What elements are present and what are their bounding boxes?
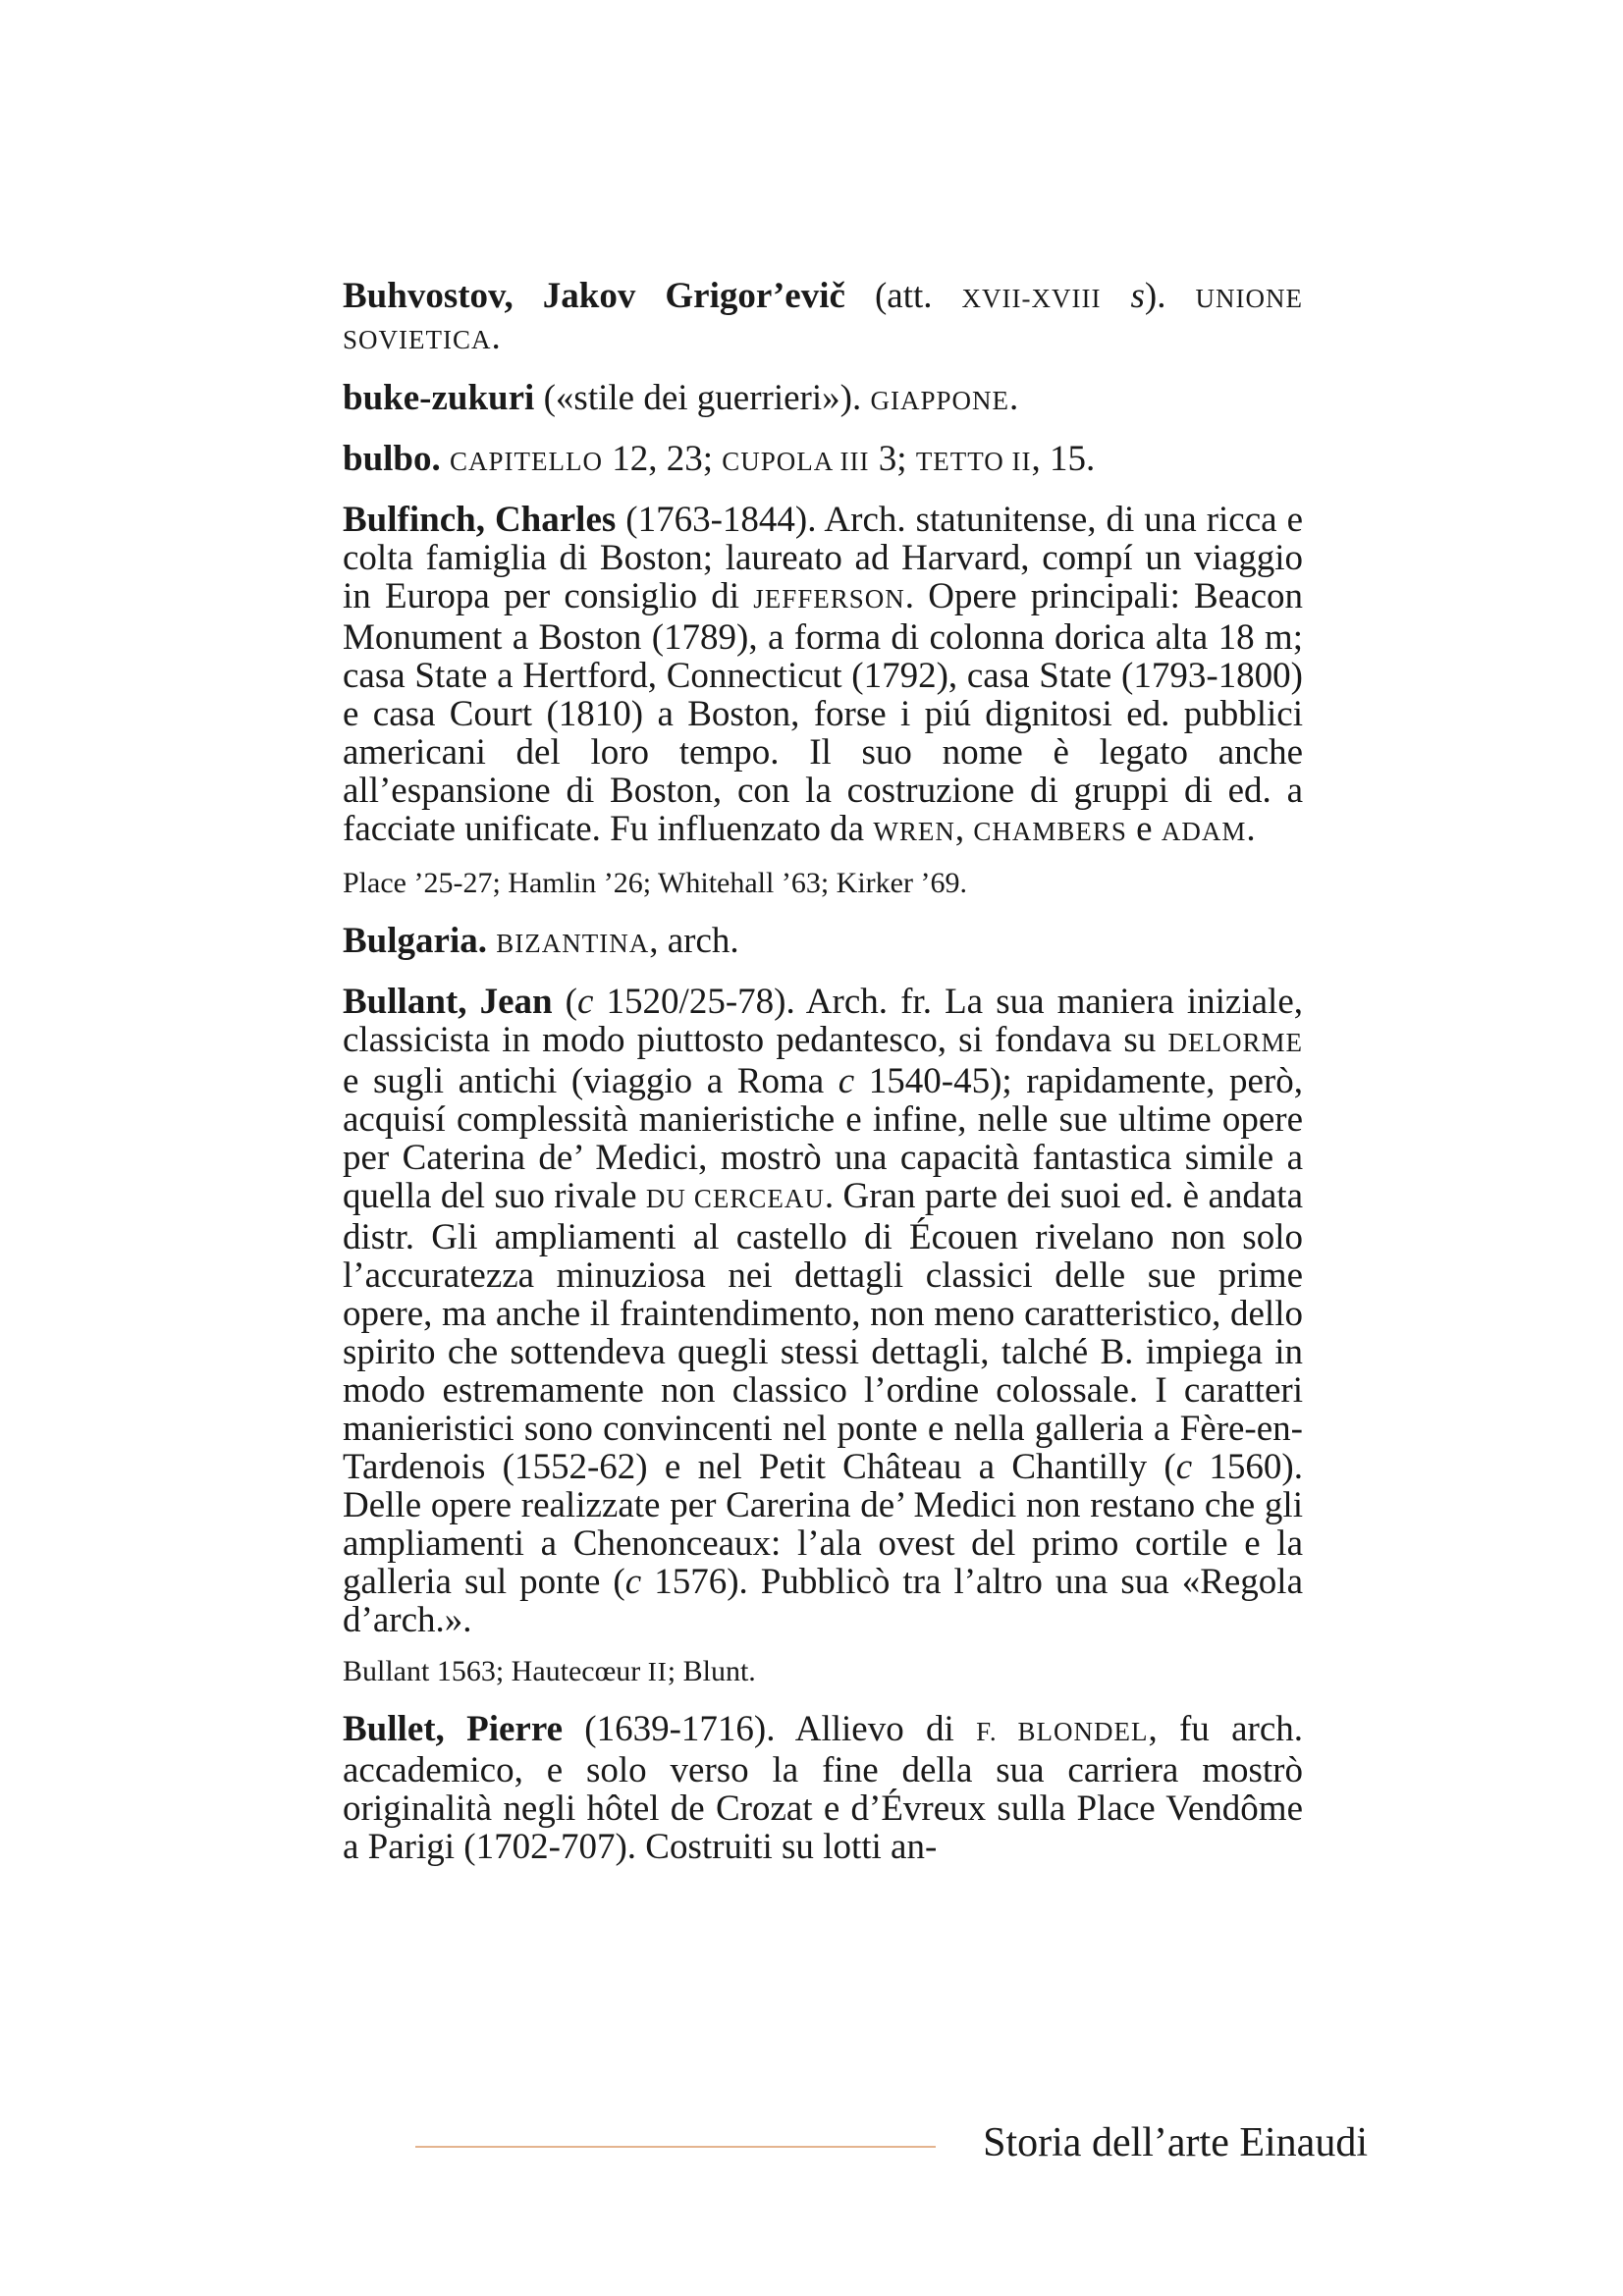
entry-text [487, 921, 496, 961]
refs-volume: II [647, 1657, 668, 1686]
cross-reference: TETTO II [915, 447, 1032, 476]
entry-italic: c [838, 1061, 855, 1101]
entry-text: , [954, 809, 974, 849]
entry-text: 1560). Delle opere realizzate per Carerina de’ Medici non restano che gli ampliamenti a Chenonceaux: l’ala ovest del primo cortile e la galleria sul ponte ( [343, 1447, 1303, 1602]
cross-reference: JEFFERSON [753, 584, 905, 614]
entry-text: . [1246, 809, 1256, 849]
entry-bullant [343, 983, 1303, 1639]
cross-reference: ADAM [1161, 817, 1247, 846]
cross-reference: WREN [873, 817, 955, 846]
cross-reference: CAPITELLO [450, 447, 603, 476]
entry-headword: bulbo. [343, 439, 441, 479]
entry-bulfinch [343, 501, 1303, 851]
entry-text: . [491, 317, 501, 357]
entry-text: 1576). Pubblicò tra l’altro una sua «Regola d’arch.». [343, 1562, 1303, 1640]
refs-text: Bullant 1563; Hautecœur [343, 1655, 648, 1687]
entry-bulgaria [343, 922, 1303, 963]
entry-text: , fu arch. accademico, e solo verso la fine della sua carriera mostrò originalità negli hôtel de Crozat e d’Évreux sulla Place Vendôme a Parigi (1702-707). Costruiti su lotti an- [343, 1709, 1303, 1867]
entry-buhvostov [343, 277, 1303, 359]
entry-italic: c [624, 1562, 642, 1602]
page-footer [415, 2115, 1368, 2174]
entry-headword: Bullet, Pierre [343, 1709, 563, 1749]
entry-headword: Bullant, Jean [343, 982, 553, 1022]
entry-text: (att. [844, 276, 962, 316]
entry-bulbo [343, 440, 1303, 481]
entry-text: . Gran parte dei suoi ed. è andata distr. Gli ampliamenti al castello di Écouen rivelano non solo l’accuratezza minuziosa nei dettagli classici delle sue prime opere, ma anche il fraintendimento, non meno caratteristico, dello spirito che sottendeva quegli stessi dettagli, talché B. impiega in modo estremamente non classico l’ordine colossale. I caratteri manieristici sono convincenti nel ponte e nella galleria a Fère-en-Tardenois (1552-62) e nel Petit Château a Chantilly ( [343, 1176, 1303, 1487]
entry-text [441, 439, 450, 479]
entry-headword: Bulfinch, Charles [343, 500, 617, 540]
entry-headword: buke-zukuri [343, 378, 535, 418]
entry-text: (1763-1844). Arch. statunitense, di una ricca e colta famiglia di Boston; laureato ad Harvard, compí un viaggio in Europa per consiglio di [343, 500, 1303, 616]
entry-headword: Buhvostov, Jakov Grigor’evič [343, 276, 845, 316]
entry-text: . [1008, 378, 1019, 418]
entry-text: e sugli antichi (viaggio a Roma [343, 1061, 839, 1101]
entry-italic: s [1130, 276, 1145, 316]
publisher-credit: Storia dell’arte Einaudi [983, 2120, 1368, 2165]
cross-reference: DELORME [1167, 1028, 1303, 1057]
bibliography-references: Place ’25-27; Hamlin ’26; Whitehall ’63; Kirker ’69. [343, 867, 967, 899]
entry-italic: c [577, 982, 594, 1022]
entry-text: , 15. [1031, 439, 1096, 479]
entry-text: 3; [869, 439, 916, 479]
entry-text: 12, 23; [603, 439, 723, 479]
entry-text: 1520/25-78). Arch. fr. La sua maniera iniziale, classicista in modo piuttosto pedantesco, si fondava su [343, 982, 1304, 1060]
cross-reference: UNIONE SOVIETICA [343, 284, 1304, 354]
entry-text: («stile dei guerrieri»). [534, 378, 871, 418]
entry-text: . Opere principali: Beacon Monument a Boston (1789), a forma di colonna dorica alta 18 m; casa State a Hertford, Connecticut (1792), casa State (1793-1800) e casa Court (1810) a Boston, forse i piú dignitosi ed. pubblici americani del loro tempo. Il suo nome è legato anche all’espansione di Boston, con la costruzione di gruppi di ed. a facciate unificate. Fu influenzato da [343, 576, 1304, 849]
bibliography-references [343, 1655, 1303, 1688]
entry-bullet [343, 1710, 1303, 1866]
cross-reference: F. BLONDEL [976, 1717, 1149, 1746]
refs-text: ; Blunt. [667, 1655, 756, 1687]
entry-text [1101, 276, 1130, 316]
cross-reference: DU CERCEAU [645, 1184, 825, 1213]
entry-text: (1639-1716). Allievo di [563, 1709, 977, 1749]
cross-reference: XVII-XVIII [961, 284, 1102, 313]
entry-italic: c [1175, 1447, 1193, 1487]
entry-text: e [1126, 809, 1162, 849]
entry-text: ( [552, 982, 578, 1022]
footer-rule [415, 2146, 936, 2148]
dictionary-column [343, 277, 1303, 1886]
cross-reference: GIAPPONE [870, 386, 1009, 415]
entry-text: , arch. [649, 921, 739, 961]
entry-headword: Bulgaria. [343, 921, 487, 961]
entry-text: ). [1144, 276, 1196, 316]
cross-reference: CUPOLA III [722, 447, 870, 476]
cross-reference: CHAMBERS [973, 817, 1127, 846]
entry-text: 1540-45); rapidamente, però, acquisí complessità manieristiche e infine, nelle sue ultime opere per Caterina de’ Medici, mostrò una capacità fantastica simile a quella del suo rivale [343, 1061, 1303, 1216]
entry-buke-zukuri [343, 379, 1303, 420]
cross-reference: BIZANTINA [496, 929, 650, 958]
